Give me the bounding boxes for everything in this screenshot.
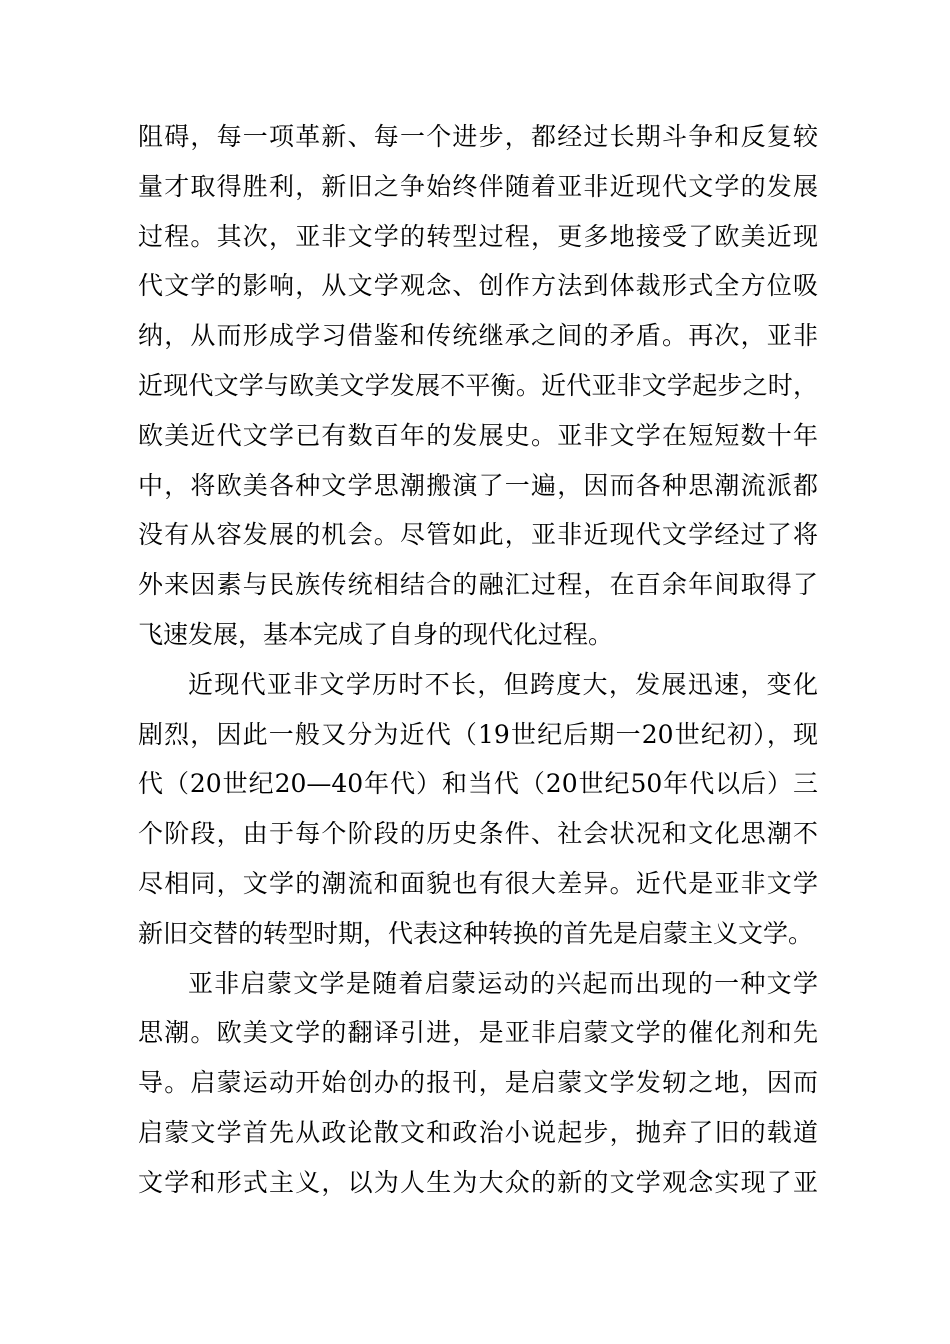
text-line: 剧烈，因此一般又分为近代（19世纪后期一20世纪初），现 <box>138 719 818 749</box>
text-line: 代（20世纪20—40年代）和当代（20世纪50年代以后）三 <box>138 769 818 799</box>
text-line: 纳，从而形成学习借鉴和传统继承之间的矛盾。再次，亚非 <box>138 321 818 351</box>
text-line: 过程。其次，亚非文学的转型过程，更多地接受了欧美近现 <box>138 221 818 251</box>
text-line: 近现代文学与欧美文学发展不平衡。近代亚非文学起步之时， <box>138 370 818 400</box>
body-text <box>138 112 818 1208</box>
text-line: 思潮。欧美文学的翻译引进，是亚非启蒙文学的催化剂和先 <box>138 1018 818 1048</box>
text-line: 近现代亚非文学历时不长，但跨度大，发展迅速，变化 <box>188 669 818 699</box>
text-line: 没有从容发展的机会。尽管如此，亚非近现代文学经过了将 <box>138 520 818 550</box>
text-line: 飞速发展，基本完成了自身的现代化过程。 <box>138 619 614 649</box>
paragraph-1 <box>138 112 818 660</box>
text-line: 代文学的影响，从文学观念、创作方法到体裁形式全方位吸 <box>138 271 818 301</box>
text-line: 中，将欧美各种文学思潮搬演了一遍，因而各种思潮流派都 <box>138 470 818 500</box>
text-line: 欧美近代文学已有数百年的发展史。亚非文学在短短数十年 <box>138 420 818 450</box>
text-line: 尽相同，文学的潮流和面貌也有很大差异。近代是亚非文学 <box>138 868 818 898</box>
paragraph-3 <box>138 959 818 1208</box>
paragraph-2 <box>138 660 818 959</box>
text-line: 个阶段，由于每个阶段的历史条件、社会状况和文化思潮不 <box>138 819 818 849</box>
text-line: 新旧交替的转型时期，代表这种转换的首先是启蒙主义文学。 <box>138 918 814 948</box>
text-line: 阻碍，每一项革新、每一个进步，都经过长期斗争和反复较 <box>138 122 818 151</box>
text-line: 外来因素与民族传统相结合的融汇过程，在百余年间取得了 <box>138 570 818 600</box>
text-line: 文学和形式主义，以为人生为大众的新的文学观念实现了亚 <box>138 1167 818 1197</box>
text-line: 启蒙文学首先从政论散文和政治小说起步，抛弃了旧的载道 <box>138 1117 818 1147</box>
text-line: 量才取得胜利，新旧之争始终伴随着亚非近现代文学的发展 <box>138 171 818 201</box>
text-line: 亚非启蒙文学是随着启蒙运动的兴起而出现的一种文学 <box>188 968 818 998</box>
text-line: 导。启蒙运动开始创办的报刊，是启蒙文学发轫之地，因而 <box>138 1068 818 1098</box>
